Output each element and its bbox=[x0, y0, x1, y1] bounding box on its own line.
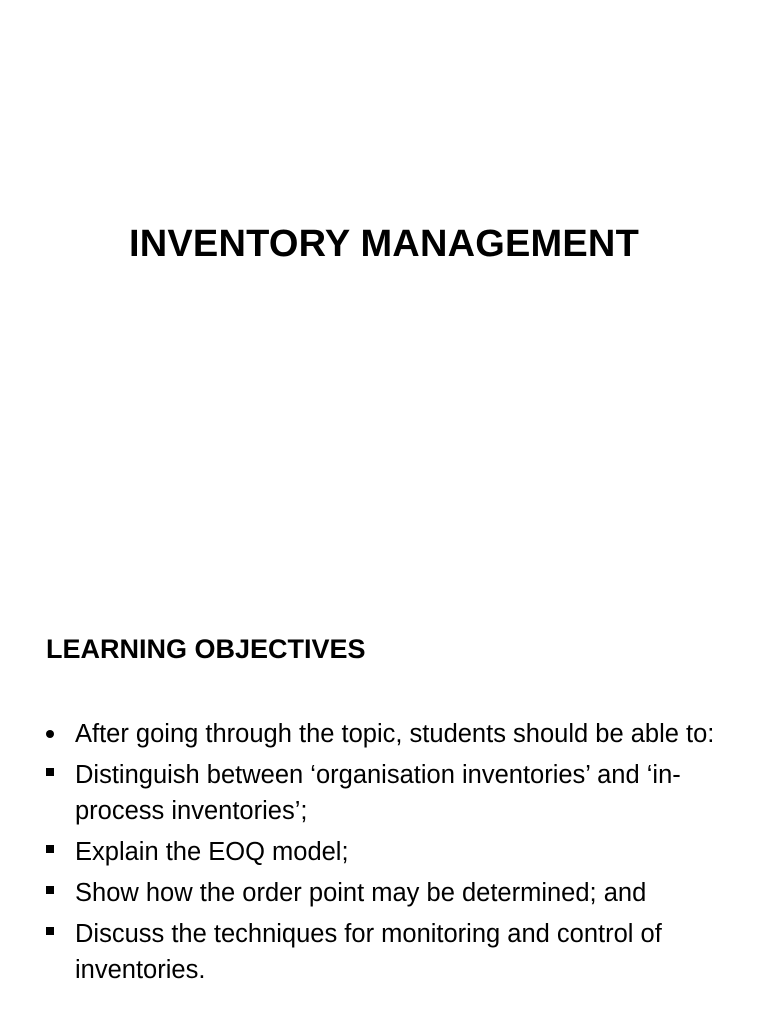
list-item bbox=[46, 834, 736, 870]
round-bullet-icon bbox=[46, 716, 60, 752]
list-item-text: Explain the EOQ model; bbox=[75, 838, 349, 866]
square-bullet-icon bbox=[46, 834, 60, 870]
objectives-list bbox=[46, 716, 736, 993]
list-item bbox=[46, 916, 736, 988]
list-item bbox=[46, 716, 736, 752]
section-heading: LEARNING OBJECTIVES bbox=[46, 634, 366, 664]
list-item-text: Show how the order point may be determined; and bbox=[75, 879, 647, 907]
square-bullet-icon bbox=[46, 757, 60, 793]
list-item-text: Distinguish between ‘organisation inventories’ and ‘in-process inventories’; bbox=[75, 761, 681, 825]
page-title: INVENTORY MANAGEMENT bbox=[128, 223, 639, 265]
list-item-text: Discuss the techniques for monitoring and control of inventories. bbox=[75, 920, 662, 984]
square-bullet-icon bbox=[46, 916, 60, 952]
list-item-text: After going through the topic, students should be able to: bbox=[75, 720, 715, 748]
list-item bbox=[46, 875, 736, 911]
square-bullet-icon bbox=[46, 875, 60, 911]
list-item bbox=[46, 757, 736, 829]
